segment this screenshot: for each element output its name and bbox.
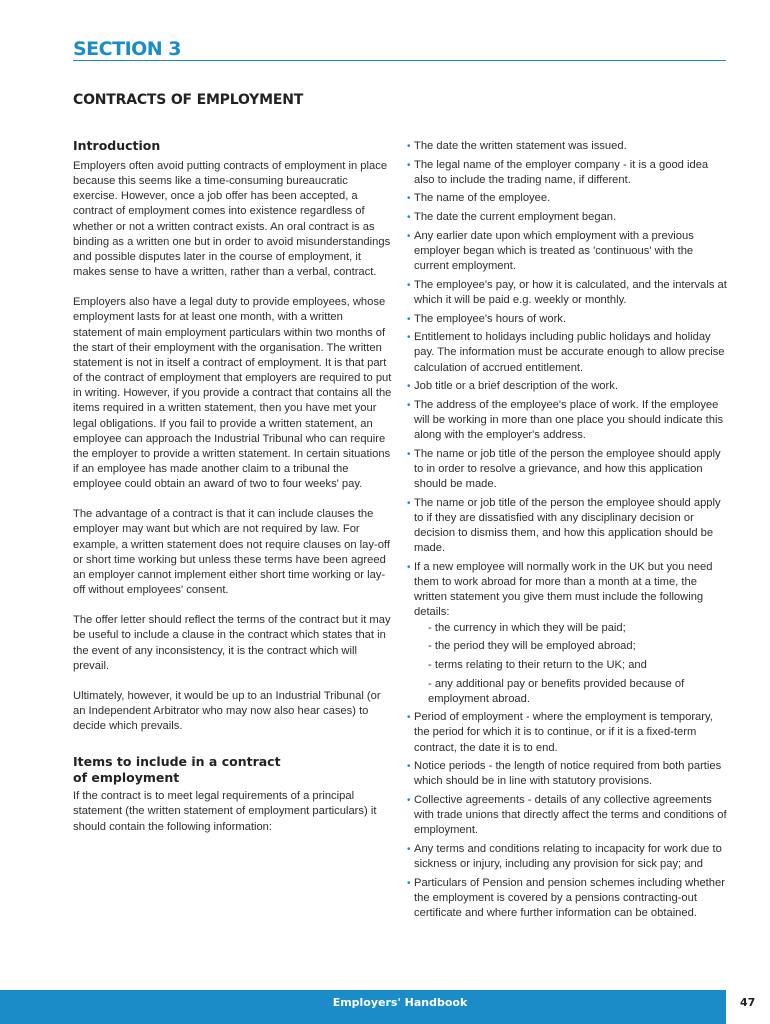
section-label: SECTION 3 bbox=[73, 38, 182, 60]
list-item: • The address of the employee's place of work. If the employee will be working in more than one place you should indicate this along with the employer's address. bbox=[407, 398, 724, 442]
list-item: • Job title or a brief description of the work. bbox=[407, 379, 729, 394]
list-item: • Any earlier date upon which employment with a previous employer began which is treated as 'continuous' with the current employment. bbox=[407, 229, 694, 273]
right-column bbox=[407, 139, 729, 925]
bullet-icon: • bbox=[407, 761, 411, 773]
list-item: • The name or job title of the person the employee should apply to if they are dissatisfied with any disciplinary decision or decision to dismiss them, and how this application should be made. bbox=[407, 496, 721, 555]
abroad-sublist bbox=[414, 621, 729, 707]
bullet-icon: • bbox=[407, 193, 411, 205]
bullet-icon: • bbox=[407, 212, 411, 224]
introduction-heading: Introduction bbox=[73, 138, 161, 153]
bullet-icon: • bbox=[407, 795, 411, 807]
intro-paragraph-2: Employers also have a legal duty to provide employees, whose employment lasts for at least one month, with a written statement of main employment particulars within two months of the start of their employment with the organisation. The written statement is not in itself a contract of employment. It is that part of the contract of employment that employers are required to put in writing. However, if you provide a contract that contains all the items required in a written statement, then you have met your legal obligations. If you fail to provide a written statement, an employee can approach the Industrial Tribunal who can require the employer to provide a written statement. In certain situations if an employee has made another claim to a tribunal the employee could obtain an award of two to four weeks' pay. bbox=[73, 296, 392, 491]
sub-list-item: - the period they will be employed abroad; bbox=[428, 640, 636, 653]
bullet-icon: • bbox=[407, 497, 411, 509]
bullet-icon: • bbox=[407, 381, 411, 393]
footer-title: Employers' Handbook bbox=[332, 996, 468, 1009]
items-heading: Items to include in a contract of employment bbox=[73, 754, 281, 786]
list-item: • The employee's hours of work. bbox=[407, 312, 729, 327]
bullet-icon: • bbox=[407, 313, 411, 325]
bullet-icon: • bbox=[407, 844, 411, 856]
list-item: • Entitlement to holidays including public holidays and holiday pay. The information must be accurate enough to allow precise calculation of accrued entitlement. bbox=[407, 331, 725, 374]
bullet-icon: • bbox=[407, 332, 411, 344]
items-intro-paragraph: If the contract is to meet legal requirements of a principal statement (the written statement of employment particulars) it should contain the following information: bbox=[73, 790, 377, 833]
list-item: • Collective agreements - details of any collective agreements with trade unions that directly affect the terms and conditions of employment. bbox=[407, 794, 727, 837]
sub-list-item: - terms relating to their return to the UK; and bbox=[428, 658, 647, 671]
list-item: • The name or job title of the person the employee should apply to in order to resolve a grievance, and how this application should be made. bbox=[407, 447, 721, 491]
list-item: • Any terms and conditions relating to incapacity for work due to sickness or injury, including any provision for sick pay; and bbox=[407, 843, 722, 871]
list-item-abroad: • If a new employee will normally work in the UK but you need them to work abroad for more than a month at a time, the written statement you give them must include the following details: - the currency in which they will be paid; - the period they will be employed abroad; - terms relating to their return to the UK; and - any additional pay or benefits provided because of employment abroad. bbox=[407, 560, 729, 707]
sub-list-item: - any additional pay or benefits provided because of employment abroad. bbox=[428, 677, 685, 705]
left-column bbox=[73, 138, 393, 835]
list-item: • The date the written statement was issued. bbox=[407, 139, 729, 154]
particulars-list bbox=[407, 139, 729, 921]
page-number: 47 bbox=[740, 996, 756, 1009]
intro-paragraph-1: Employers often avoid putting contracts of employment in place because this seems like a time-consuming bureaucratic exercise. However, once a job offer has been accepted, a contract of employment comes into existence regardless of whether or not a written contract exists. An oral contract is as binding as a written one but in order to avoid misunderstandings and possible disputes later in the course of employment, it makes sense to have a written, rather than a verbal, contract. bbox=[73, 160, 391, 279]
list-item: • The name of the employee. bbox=[407, 191, 729, 206]
bullet-icon: • bbox=[407, 159, 411, 171]
bullet-icon: • bbox=[407, 230, 411, 242]
sub-list-item: - the currency in which they will be paid; bbox=[428, 621, 626, 634]
section-header bbox=[73, 38, 726, 61]
intro-paragraph-4: The offer letter should reflect the terms of the contract but it may be useful to include a clause in the contract which states that in the event of any inconsistency, it is the contract which will prevail. bbox=[73, 614, 391, 672]
bullet-icon: • bbox=[407, 399, 411, 411]
list-item: • The legal name of the employer company - it is a good idea also to include the trading name, if different. bbox=[407, 158, 709, 186]
bullet-icon: • bbox=[407, 561, 411, 573]
intro-paragraph-5: Ultimately, however, it would be up to an Industrial Tribunal (or an Independent Arbitrator who may now also hear cases) to decide which prevails. bbox=[73, 689, 381, 733]
chapter-title: CONTRACTS OF EMPLOYMENT bbox=[73, 92, 304, 108]
list-item: • Notice periods - the length of notice required from both parties which should be in line with statutory provisions. bbox=[407, 760, 722, 788]
list-item: • Particulars of Pension and pension schemes including whether the employment is covered by a pensions contracting-out certificate and where further information can be obtained. bbox=[407, 876, 725, 920]
intro-paragraph-3: The advantage of a contract is that it can include clauses the employer may want but which are not required by law. For example, a written statement does not require clauses on lay-off or short time working but unless these terms have been agreed an employer cannot implement either short time working or lay-off without employees' consent. bbox=[73, 508, 390, 597]
list-item: • Period of employment - where the employment is temporary, the period for which it is to continue, or if it is a fixed-term contract, the date it is to end. bbox=[407, 711, 713, 754]
bullet-icon: • bbox=[407, 712, 411, 724]
bullet-icon: • bbox=[407, 141, 411, 152]
bullet-icon: • bbox=[407, 448, 411, 460]
bullet-icon: • bbox=[407, 877, 411, 889]
list-item: • The employee's pay, or how it is calculated, and the intervals at which it will be paid e.g. weekly or monthly. bbox=[407, 278, 727, 306]
list-item: • The date the current employment began. bbox=[407, 210, 729, 225]
bullet-icon: • bbox=[407, 279, 411, 291]
